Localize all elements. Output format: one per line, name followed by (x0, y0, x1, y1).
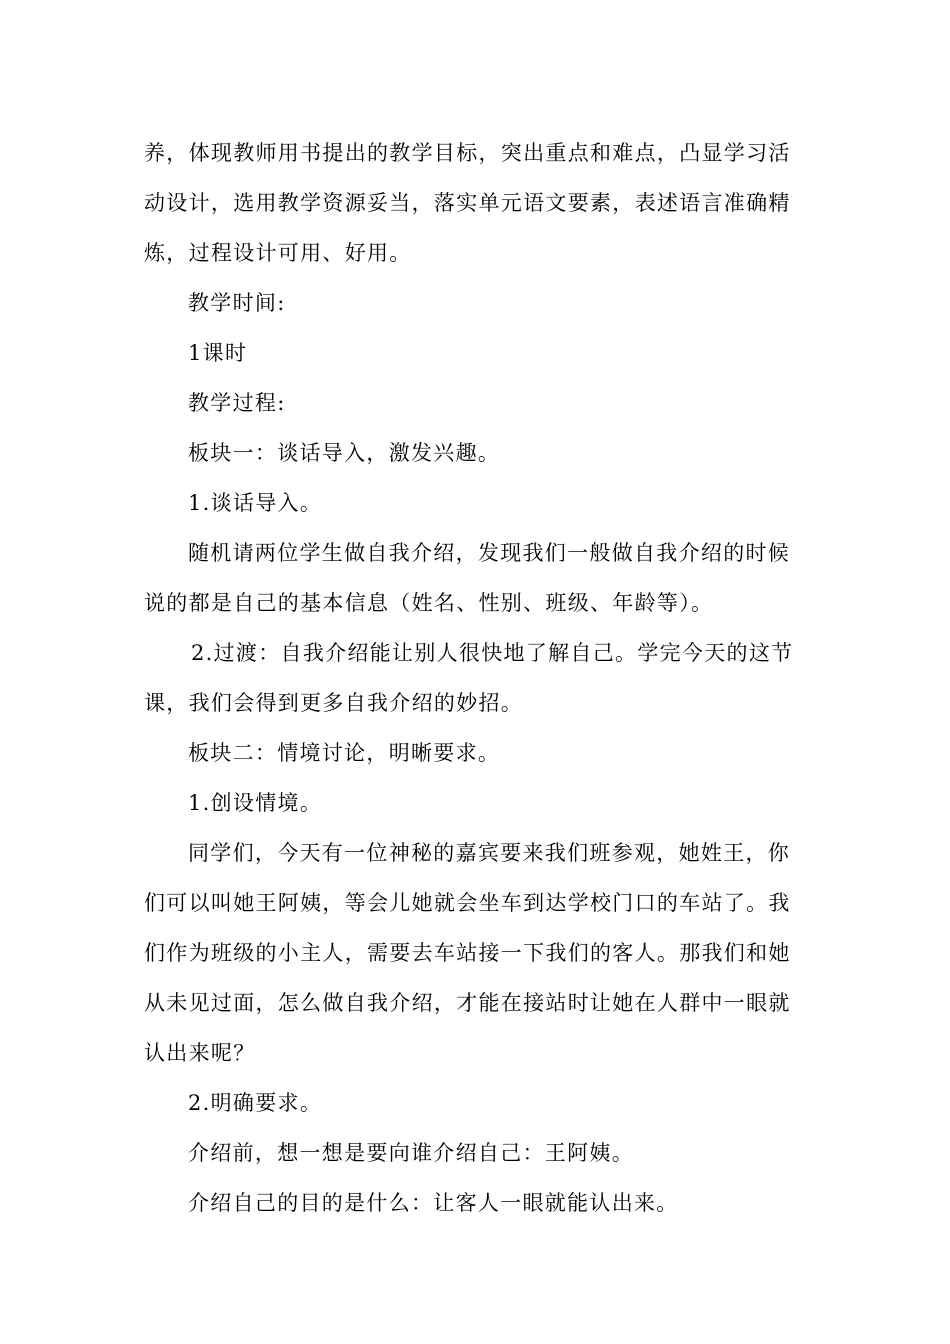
section-value: 1课时 (188, 341, 248, 365)
document-body (144, 128, 810, 1228)
section-label: 教学过程: (188, 391, 286, 415)
section-label: 教学时间: (188, 291, 286, 315)
paragraph-line: 课，我们会得到更多自我介绍的妙招。 (144, 691, 524, 715)
paragraph-line: 养，体现教师用书提出的教学目标，突出重点和难点，凸显学习活 (144, 141, 791, 165)
section-heading: 板块二：情境讨论，明晰要求。 (188, 741, 501, 765)
paragraph-line: 从未见过面，怎么做自我介绍，才能在接站时让她在人群中一眼就 (144, 991, 791, 1015)
paragraph-line: 同学们，今天有一位神秘的嘉宾要来我们班参观，她姓王，你 (188, 841, 791, 865)
paragraph-line: 2.过渡：自我介绍能让别人很快地了解自己。学完今天的这节 (191, 641, 794, 665)
paragraph-line: 动设计，选用教学资源妥当，落实单元语文要素，表述语言准确精 (144, 191, 791, 215)
step-heading: 1.谈话导入。 (188, 491, 323, 515)
paragraph-line: 介绍自己的目的是什么：让客人一眼就能认出来。 (188, 1191, 679, 1215)
paragraph-line: 介绍前，想一想是要向谁介绍自己：王阿姨。 (188, 1141, 634, 1165)
paragraph-line: 们作为班级的小主人，需要去车站接一下我们的客人。那我们和她 (144, 941, 791, 965)
paragraph-line: 随机请两位学生做自我介绍，发现我们一般做自我介绍的时候 (188, 541, 791, 565)
section-heading: 板块一：谈话导入，激发兴趣。 (188, 441, 501, 465)
paragraph-line: 们可以叫她王阿姨，等会儿她就会坐车到达学校门口的车站了。我 (144, 891, 791, 915)
paragraph-line: 认出来呢？ (144, 1041, 256, 1065)
step-heading: 1.创设情境。 (188, 791, 323, 815)
paragraph-line: 炼，过程设计可用、好用。 (144, 241, 412, 265)
step-heading: 2.明确要求。 (188, 1091, 323, 1115)
paragraph-line: 说的都是自己的基本信息（姓名、性别、班级、年龄等）。 (144, 591, 714, 615)
